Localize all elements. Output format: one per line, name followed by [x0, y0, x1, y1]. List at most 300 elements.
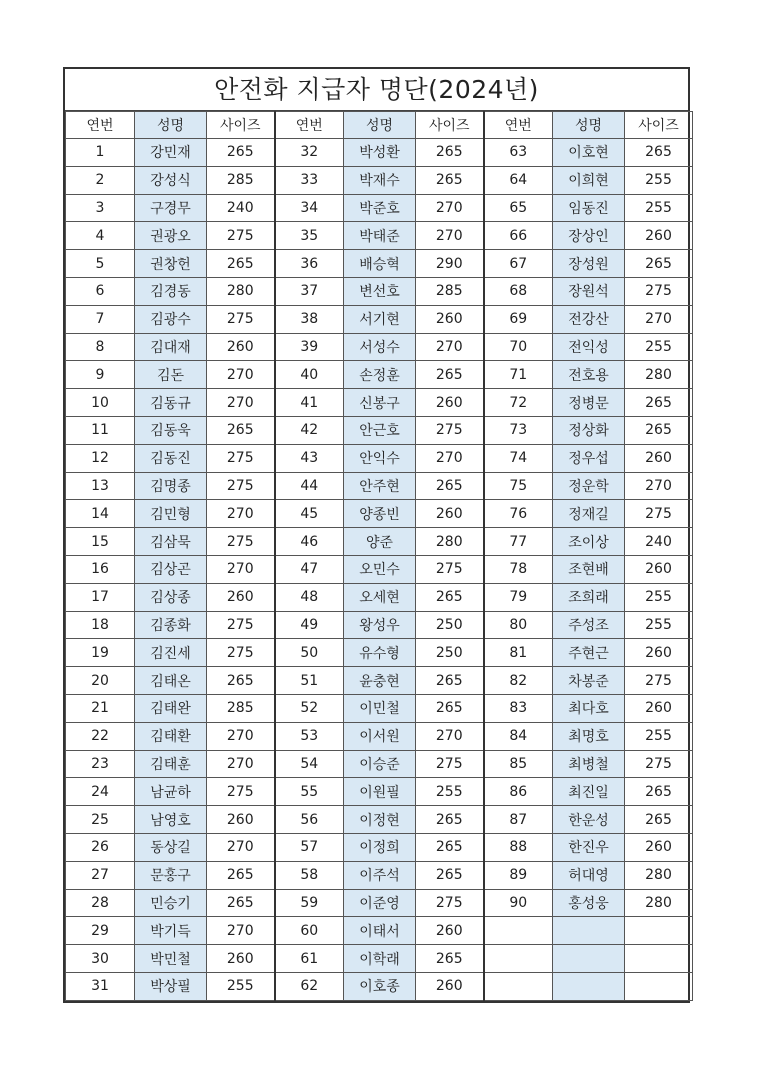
cell-number: 18 — [66, 611, 135, 639]
cell-size: 270 — [207, 750, 275, 778]
cell-size: 255 — [625, 611, 693, 639]
cell-number: 30 — [66, 945, 135, 973]
cell-name: 이정희 — [344, 833, 416, 861]
table-row — [66, 194, 693, 222]
cell-name: 남균하 — [135, 778, 207, 806]
table-row — [66, 416, 693, 444]
table-row — [66, 778, 693, 806]
table-row — [66, 444, 693, 472]
cell-size: 240 — [207, 194, 275, 222]
cell-name: 권창헌 — [135, 250, 207, 278]
table-row — [66, 166, 693, 194]
header-size: 사이즈 — [416, 112, 484, 139]
cell-name: 박재수 — [344, 166, 416, 194]
cell-size: 265 — [207, 416, 275, 444]
cell-number: 62 — [275, 972, 344, 1000]
cell-number: 85 — [484, 750, 553, 778]
cell-name: 안주현 — [344, 472, 416, 500]
cell-size: 265 — [416, 861, 484, 889]
cell-name: 차봉준 — [553, 667, 625, 695]
cell-name: 전익성 — [553, 333, 625, 361]
cell-size: 265 — [416, 694, 484, 722]
cell-name: 박상필 — [135, 972, 207, 1000]
cell-number: 10 — [66, 389, 135, 417]
cell-number: 12 — [66, 444, 135, 472]
cell-name: 최병철 — [553, 750, 625, 778]
cell-name: 허대영 — [553, 861, 625, 889]
cell-size: 260 — [625, 444, 693, 472]
cell-number: 72 — [484, 389, 553, 417]
cell-size: 270 — [416, 333, 484, 361]
table-row — [66, 555, 693, 583]
cell-size: 250 — [416, 639, 484, 667]
cell-number: 83 — [484, 694, 553, 722]
cell-size: 265 — [207, 861, 275, 889]
cell-number: 77 — [484, 528, 553, 556]
table-row — [66, 667, 693, 695]
table-body — [66, 139, 693, 1001]
cell-number: 28 — [66, 889, 135, 917]
cell-name: 홍성웅 — [553, 889, 625, 917]
cell-name: 김진세 — [135, 639, 207, 667]
table-row — [66, 917, 693, 945]
cell-size: 265 — [416, 139, 484, 167]
cell-size: 270 — [416, 722, 484, 750]
cell-name: 구경무 — [135, 194, 207, 222]
cell-name: 양준 — [344, 528, 416, 556]
cell-name: 김상종 — [135, 583, 207, 611]
cell-size — [625, 945, 693, 973]
cell-size: 280 — [207, 277, 275, 305]
cell-name: 주현근 — [553, 639, 625, 667]
cell-name: 김태환 — [135, 722, 207, 750]
cell-number: 84 — [484, 722, 553, 750]
cell-size: 265 — [416, 166, 484, 194]
cell-number: 75 — [484, 472, 553, 500]
cell-name: 이정현 — [344, 806, 416, 834]
cell-number: 9 — [66, 361, 135, 389]
table-row — [66, 806, 693, 834]
cell-number: 5 — [66, 250, 135, 278]
cell-name: 동상길 — [135, 833, 207, 861]
cell-size: 260 — [416, 972, 484, 1000]
cell-name: 이호종 — [344, 972, 416, 1000]
cell-size: 255 — [625, 722, 693, 750]
cell-size: 260 — [416, 500, 484, 528]
cell-number: 44 — [275, 472, 344, 500]
table-row — [66, 361, 693, 389]
cell-size: 265 — [416, 361, 484, 389]
cell-size: 275 — [207, 528, 275, 556]
cell-size: 275 — [207, 778, 275, 806]
table-row — [66, 945, 693, 973]
cell-size: 275 — [625, 750, 693, 778]
cell-name — [553, 972, 625, 1000]
table-row — [66, 472, 693, 500]
cell-name: 김상곤 — [135, 555, 207, 583]
cell-name: 권광오 — [135, 222, 207, 250]
cell-name: 이준영 — [344, 889, 416, 917]
cell-name: 윤충현 — [344, 667, 416, 695]
cell-size: 255 — [625, 194, 693, 222]
table-row — [66, 277, 693, 305]
cell-number: 4 — [66, 222, 135, 250]
cell-number: 89 — [484, 861, 553, 889]
cell-number: 80 — [484, 611, 553, 639]
cell-size: 260 — [416, 389, 484, 417]
cell-number: 69 — [484, 305, 553, 333]
cell-number: 22 — [66, 722, 135, 750]
cell-name: 한진우 — [553, 833, 625, 861]
cell-number: 87 — [484, 806, 553, 834]
cell-name: 이태서 — [344, 917, 416, 945]
cell-size: 285 — [416, 277, 484, 305]
cell-name: 문홍구 — [135, 861, 207, 889]
cell-number: 3 — [66, 194, 135, 222]
cell-size: 275 — [416, 416, 484, 444]
cell-name: 양종빈 — [344, 500, 416, 528]
cell-size: 280 — [625, 361, 693, 389]
cell-size: 270 — [207, 722, 275, 750]
cell-name: 박민철 — [135, 945, 207, 973]
cell-name: 조현배 — [553, 555, 625, 583]
cell-name: 최다호 — [553, 694, 625, 722]
cell-size — [625, 972, 693, 1000]
roster-table — [65, 111, 693, 1001]
cell-name: 이호현 — [553, 139, 625, 167]
cell-size: 275 — [416, 555, 484, 583]
cell-number — [484, 917, 553, 945]
cell-number: 7 — [66, 305, 135, 333]
cell-name: 민승기 — [135, 889, 207, 917]
cell-number: 49 — [275, 611, 344, 639]
cell-number — [484, 945, 553, 973]
cell-size: 275 — [625, 277, 693, 305]
cell-size: 265 — [416, 667, 484, 695]
cell-name: 박기득 — [135, 917, 207, 945]
cell-number: 16 — [66, 555, 135, 583]
cell-size: 270 — [207, 361, 275, 389]
table-row — [66, 972, 693, 1000]
cell-number: 88 — [484, 833, 553, 861]
cell-number: 60 — [275, 917, 344, 945]
cell-number: 90 — [484, 889, 553, 917]
cell-number: 11 — [66, 416, 135, 444]
cell-name: 김명종 — [135, 472, 207, 500]
cell-size: 270 — [625, 305, 693, 333]
cell-number: 78 — [484, 555, 553, 583]
cell-number: 47 — [275, 555, 344, 583]
cell-name: 조희래 — [553, 583, 625, 611]
cell-size: 260 — [207, 945, 275, 973]
cell-size: 290 — [416, 250, 484, 278]
cell-number: 66 — [484, 222, 553, 250]
cell-name: 이희현 — [553, 166, 625, 194]
cell-number: 19 — [66, 639, 135, 667]
cell-number: 13 — [66, 472, 135, 500]
cell-name: 오세현 — [344, 583, 416, 611]
cell-number: 57 — [275, 833, 344, 861]
cell-number: 79 — [484, 583, 553, 611]
cell-name: 김대재 — [135, 333, 207, 361]
cell-number: 54 — [275, 750, 344, 778]
cell-name: 김태완 — [135, 694, 207, 722]
cell-size: 270 — [207, 500, 275, 528]
cell-number: 6 — [66, 277, 135, 305]
cell-name: 손정훈 — [344, 361, 416, 389]
cell-size: 240 — [625, 528, 693, 556]
cell-number: 25 — [66, 806, 135, 834]
cell-name: 정상화 — [553, 416, 625, 444]
cell-size: 275 — [207, 444, 275, 472]
cell-name: 강성식 — [135, 166, 207, 194]
cell-name: 정우섭 — [553, 444, 625, 472]
cell-number: 29 — [66, 917, 135, 945]
table-header-row — [66, 112, 693, 139]
cell-size: 270 — [416, 194, 484, 222]
table-row — [66, 250, 693, 278]
table-row — [66, 833, 693, 861]
cell-name: 이원필 — [344, 778, 416, 806]
cell-number: 31 — [66, 972, 135, 1000]
cell-name: 최진일 — [553, 778, 625, 806]
cell-number: 38 — [275, 305, 344, 333]
cell-name: 이민철 — [344, 694, 416, 722]
cell-name: 김민형 — [135, 500, 207, 528]
cell-name: 주성조 — [553, 611, 625, 639]
cell-name: 이승준 — [344, 750, 416, 778]
cell-name: 전강산 — [553, 305, 625, 333]
cell-number: 32 — [275, 139, 344, 167]
table-row — [66, 305, 693, 333]
cell-name: 한운성 — [553, 806, 625, 834]
cell-number: 76 — [484, 500, 553, 528]
cell-size: 275 — [207, 305, 275, 333]
cell-size: 270 — [207, 389, 275, 417]
table-row — [66, 889, 693, 917]
table-row — [66, 333, 693, 361]
cell-size: 275 — [416, 750, 484, 778]
cell-size: 280 — [416, 528, 484, 556]
cell-number: 53 — [275, 722, 344, 750]
cell-size: 265 — [416, 472, 484, 500]
cell-name: 왕성우 — [344, 611, 416, 639]
cell-size: 275 — [625, 667, 693, 695]
cell-name: 박태준 — [344, 222, 416, 250]
cell-name: 김광수 — [135, 305, 207, 333]
cell-number: 36 — [275, 250, 344, 278]
cell-size: 285 — [207, 166, 275, 194]
cell-number: 45 — [275, 500, 344, 528]
cell-name: 박성환 — [344, 139, 416, 167]
cell-size: 250 — [416, 611, 484, 639]
cell-number: 40 — [275, 361, 344, 389]
cell-number: 65 — [484, 194, 553, 222]
cell-number: 42 — [275, 416, 344, 444]
cell-size: 280 — [625, 861, 693, 889]
cell-size: 275 — [207, 472, 275, 500]
cell-number: 59 — [275, 889, 344, 917]
cell-name: 김태훈 — [135, 750, 207, 778]
cell-name: 장성원 — [553, 250, 625, 278]
cell-size: 265 — [625, 139, 693, 167]
page-title: 안전화 지급자 명단(2024년) — [65, 69, 688, 111]
cell-size: 265 — [207, 889, 275, 917]
cell-size: 275 — [416, 889, 484, 917]
cell-number: 52 — [275, 694, 344, 722]
cell-name: 오민수 — [344, 555, 416, 583]
cell-size: 265 — [625, 778, 693, 806]
cell-number: 20 — [66, 667, 135, 695]
table-row — [66, 722, 693, 750]
table-row — [66, 694, 693, 722]
cell-name: 김경동 — [135, 277, 207, 305]
cell-number: 48 — [275, 583, 344, 611]
header-number: 연번 — [484, 112, 553, 139]
cell-name: 배승혁 — [344, 250, 416, 278]
cell-name: 이학래 — [344, 945, 416, 973]
cell-size: 265 — [416, 833, 484, 861]
cell-name: 김동진 — [135, 444, 207, 472]
cell-name: 서성수 — [344, 333, 416, 361]
cell-size: 255 — [625, 583, 693, 611]
cell-number: 17 — [66, 583, 135, 611]
table-row — [66, 639, 693, 667]
cell-size: 280 — [625, 889, 693, 917]
cell-number: 24 — [66, 778, 135, 806]
cell-number: 67 — [484, 250, 553, 278]
cell-number: 73 — [484, 416, 553, 444]
cell-size: 270 — [416, 444, 484, 472]
cell-size: 270 — [207, 833, 275, 861]
cell-number: 71 — [484, 361, 553, 389]
cell-name: 조이상 — [553, 528, 625, 556]
cell-size: 260 — [625, 555, 693, 583]
cell-name: 김동규 — [135, 389, 207, 417]
cell-number: 8 — [66, 333, 135, 361]
cell-name: 최명호 — [553, 722, 625, 750]
cell-number: 61 — [275, 945, 344, 973]
cell-number: 81 — [484, 639, 553, 667]
cell-size: 255 — [207, 972, 275, 1000]
cell-name: 서기현 — [344, 305, 416, 333]
cell-number: 34 — [275, 194, 344, 222]
cell-number — [484, 972, 553, 1000]
cell-number: 70 — [484, 333, 553, 361]
cell-size: 265 — [625, 389, 693, 417]
roster-sheet — [63, 67, 690, 1003]
cell-number: 27 — [66, 861, 135, 889]
cell-number: 35 — [275, 222, 344, 250]
cell-number: 58 — [275, 861, 344, 889]
cell-size: 275 — [207, 222, 275, 250]
cell-number: 55 — [275, 778, 344, 806]
cell-size: 260 — [625, 222, 693, 250]
cell-number: 64 — [484, 166, 553, 194]
cell-number: 37 — [275, 277, 344, 305]
table-row — [66, 500, 693, 528]
cell-number: 63 — [484, 139, 553, 167]
cell-name: 장상인 — [553, 222, 625, 250]
cell-number: 50 — [275, 639, 344, 667]
cell-name: 김종화 — [135, 611, 207, 639]
table-row — [66, 222, 693, 250]
cell-number: 51 — [275, 667, 344, 695]
cell-name: 이주석 — [344, 861, 416, 889]
cell-number: 86 — [484, 778, 553, 806]
cell-size: 255 — [416, 778, 484, 806]
cell-number: 82 — [484, 667, 553, 695]
cell-size: 265 — [416, 806, 484, 834]
cell-size: 265 — [207, 250, 275, 278]
cell-name — [553, 917, 625, 945]
cell-size: 270 — [625, 472, 693, 500]
header-name: 성명 — [344, 112, 416, 139]
cell-number: 43 — [275, 444, 344, 472]
cell-size — [625, 917, 693, 945]
cell-number: 23 — [66, 750, 135, 778]
cell-name: 김동욱 — [135, 416, 207, 444]
cell-number: 68 — [484, 277, 553, 305]
cell-name: 이서원 — [344, 722, 416, 750]
cell-number: 14 — [66, 500, 135, 528]
header-name: 성명 — [135, 112, 207, 139]
cell-name: 김돈 — [135, 361, 207, 389]
cell-size: 265 — [416, 945, 484, 973]
cell-number: 46 — [275, 528, 344, 556]
cell-size: 265 — [625, 250, 693, 278]
cell-size: 260 — [625, 833, 693, 861]
cell-size: 275 — [207, 611, 275, 639]
cell-number: 26 — [66, 833, 135, 861]
cell-name: 김삼묵 — [135, 528, 207, 556]
cell-name: 김태온 — [135, 667, 207, 695]
cell-name: 변선호 — [344, 277, 416, 305]
header-number: 연번 — [275, 112, 344, 139]
cell-name: 임동진 — [553, 194, 625, 222]
table-row — [66, 139, 693, 167]
header-size: 사이즈 — [207, 112, 275, 139]
cell-size: 260 — [416, 305, 484, 333]
cell-name: 장원석 — [553, 277, 625, 305]
cell-size: 260 — [416, 917, 484, 945]
cell-size: 265 — [207, 139, 275, 167]
cell-number: 33 — [275, 166, 344, 194]
cell-number: 39 — [275, 333, 344, 361]
cell-name: 안익수 — [344, 444, 416, 472]
cell-size: 275 — [625, 500, 693, 528]
cell-size: 260 — [207, 583, 275, 611]
table-row — [66, 750, 693, 778]
cell-number: 41 — [275, 389, 344, 417]
header-number: 연번 — [66, 112, 135, 139]
cell-name: 전호용 — [553, 361, 625, 389]
cell-size: 265 — [625, 806, 693, 834]
cell-size: 270 — [207, 917, 275, 945]
table-row — [66, 861, 693, 889]
cell-size: 270 — [416, 222, 484, 250]
cell-number: 15 — [66, 528, 135, 556]
table-row — [66, 611, 693, 639]
cell-size: 260 — [207, 806, 275, 834]
cell-size: 255 — [625, 166, 693, 194]
cell-size: 260 — [207, 333, 275, 361]
cell-number: 56 — [275, 806, 344, 834]
cell-name: 정재길 — [553, 500, 625, 528]
header-size: 사이즈 — [625, 112, 693, 139]
cell-size: 265 — [625, 416, 693, 444]
cell-size: 285 — [207, 694, 275, 722]
